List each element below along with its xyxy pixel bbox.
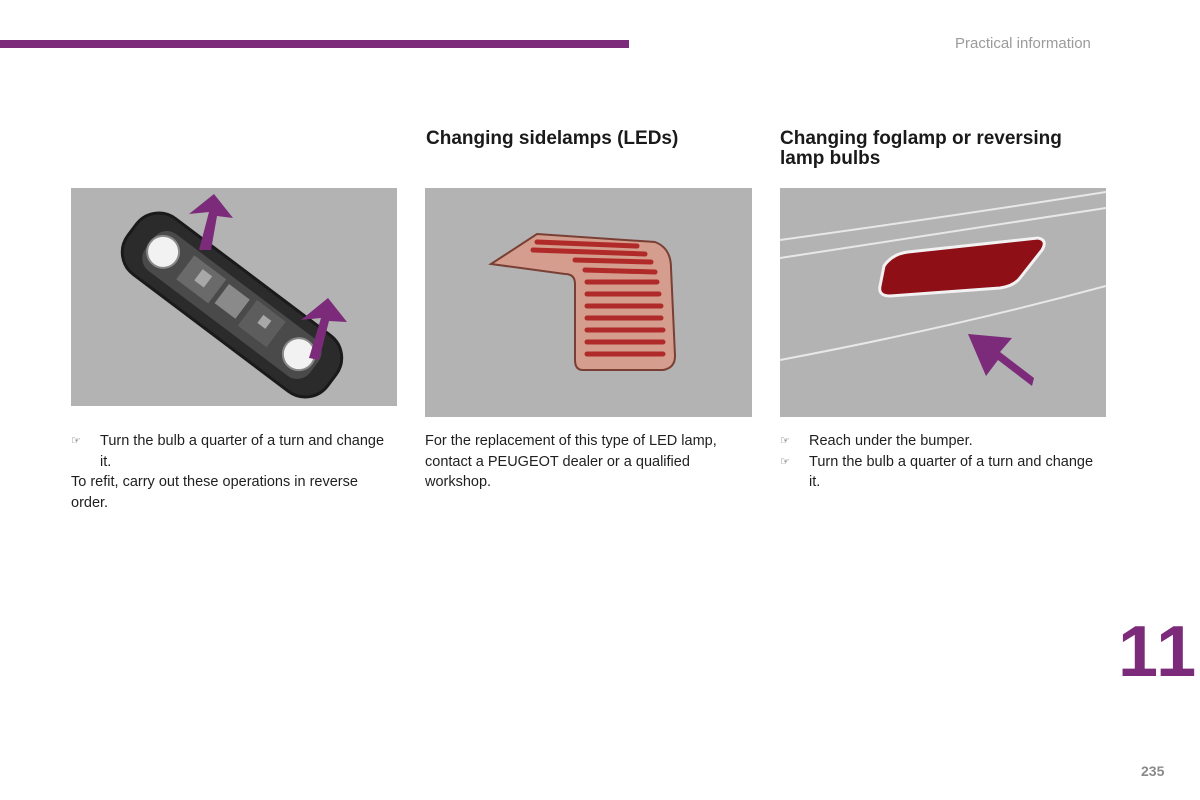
sidelamps-heading: Changing sidelamps (LEDs) [426, 128, 679, 149]
chapter-number: 11 [1118, 612, 1199, 692]
page-number: 235 [1141, 763, 1165, 779]
refit-paragraph: To refit, carry out these operations in reverse order. [71, 474, 358, 511]
led-sidelamp-image [425, 188, 752, 417]
bullet-text: Turn the bulb a quarter of a turn and change it. [809, 453, 1094, 490]
led-replacement-paragraph: For the replacement of this type of LED lamp, contact a PEUGEOT dealer or a qualified workshop. [425, 433, 717, 490]
pointing-hand-icon: ☞ [71, 435, 81, 447]
bullet-item [780, 452, 1100, 493]
section-title: Practical information [955, 35, 1091, 52]
column-2-text [425, 431, 745, 493]
rear-bumper-lamp-image [780, 188, 1106, 417]
bullet-text: Turn the bulb a quarter of a turn and change it. [100, 433, 385, 470]
bulb-holder-image [71, 188, 397, 406]
column-3-text [780, 431, 1100, 493]
pointing-hand-icon: ☞ [780, 455, 790, 468]
header-accent-bar [0, 40, 629, 48]
bullet-text: Reach under the bumper. [809, 433, 973, 449]
bullet-item [780, 431, 1100, 452]
column-1-text [71, 431, 386, 513]
foglamp-heading: Changing foglamp or reversing lamp bulbs [780, 128, 1062, 169]
pointing-hand-icon: ☞ [780, 435, 790, 447]
bullet-item [71, 431, 386, 472]
